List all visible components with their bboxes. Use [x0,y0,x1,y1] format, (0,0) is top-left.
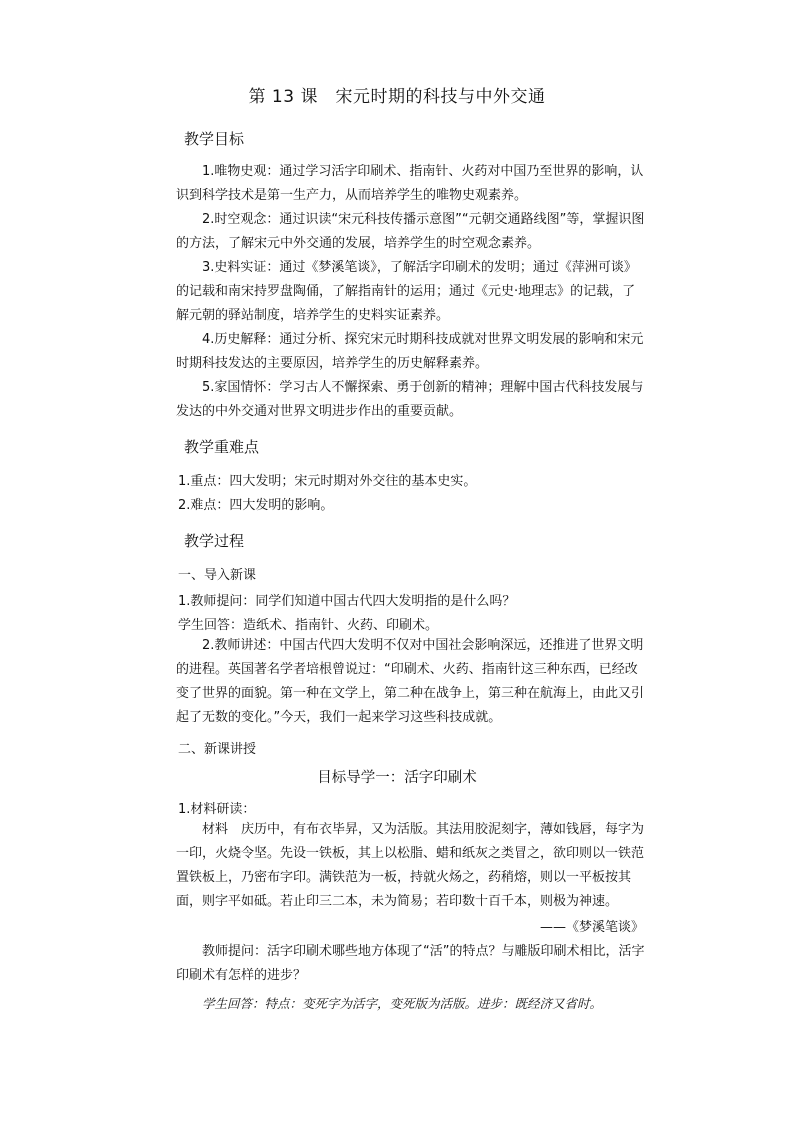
target1-heading: 目标导学一：活字印刷术 [317,770,477,786]
goals-heading: 教学目标 [184,130,245,148]
material-label: 1.材料研读： [178,802,256,817]
process-heading: 教学过程 [184,532,245,550]
part1-heading: 一、导入新课 [178,568,257,583]
goal-item-2: 2.时空观念：通过识读“宋元科技传播示意图”“元朝交通路线图”等，掌握识图的方法，了解宋元中外交通的发展，培养学生的时空观念素养。 [176,212,645,251]
material-source: ——《梦溪笔谈》 [539,920,644,935]
key-point-2: 2.难点：四大发明的影响。 [178,498,334,513]
key-point-1: 1.重点：四大发明；宋元时期对外交往的基本史实。 [178,474,477,489]
lesson-title: 第 13 课 宋元时期的科技与中外交通 [248,87,546,107]
student-answer: 学生回答：特点：变死字为活字，变死版为活版。进步：既经济又省时。 [202,996,603,1011]
key-points-heading: 教学重难点 [184,438,260,456]
part2-heading: 二、新课讲授 [178,742,257,757]
goal-item-5: 5.家国情怀：学习古人不懈探索、勇于创新的精神；理解中国古代科技发展与发达的中外交通对世界文明进步作出的重要贡献。 [176,380,644,419]
goal-item-1: 1.唯物史观：通过学习活字印刷术、指南针、火药对中国乃至世界的影响，认识到科学技术是第一生产力，从而培养学生的唯物史观素养。 [176,164,644,203]
goal-item-4: 4.历史解释：通过分析、探究宋元时期科技成就对世界文明发展的影响和宋元时期科技发达的主要原因，培养学生的历史解释素养。 [176,332,644,371]
part1-question: 1.教师提问：同学们知道中国古代四大发明指的是什么吗？ [178,594,516,609]
material-text: 材料 庆历中，有布衣毕昇，又为活版。其法用胶泥刻字，薄如钱唇，每字为一印，火烧令坚。先设一铁板，其上以松脂、蜡和纸灰之类冒之，欲印则以一铁范置铁板上，乃密布字印。满铁范为一板，持就火炀之，药稍熔，则以一平板按其面，则字平如砥。若止印三二本，未为简易；若印数十百千本，则极为神速。 [176,822,645,909]
goal-item-3: 3.史料实证：通过《梦溪笔谈》，了解活字印刷术的发明；通过《萍洲可谈》的记载和南宋持罗盘陶俑，了解指南针的运用；通过《元史·地理志》的记载，了解元朝的驿站制度，培养学生的史料实证素养。 [176,260,637,323]
part1-answer: 学生回答：造纸术、指南针、火药、印刷术。 [178,618,439,633]
part1-narration: 2.教师讲述：中国古代四大发明不仅对中国社会影响深远，还推进了世界文明的进程。英国著名学者培根曾说过：“印刷术、火药、指南针这三种东西，已经改变了世界的面貌。第一种在文学上，第二种在战争上，第三种在航海上，由此又引起了无数的变化。”今天，我们一起来学习这些科技成就。 [176,638,645,725]
teacher-question: 教师提问：活字印刷术哪些地方体现了“活”的特点？与雕版印刷术相比，活字印刷术有怎样的进步？ [176,944,645,983]
